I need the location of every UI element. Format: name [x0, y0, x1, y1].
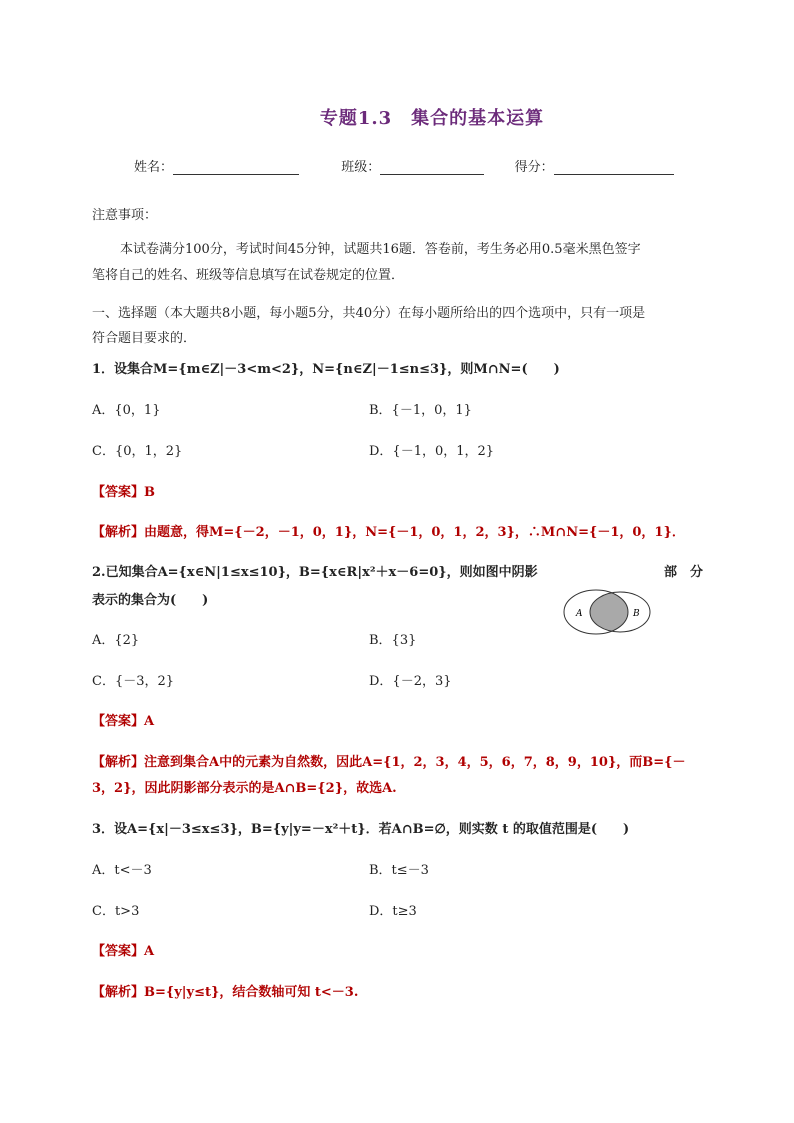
- score-blank[interactable]: [554, 160, 674, 175]
- answer-value: A: [144, 944, 155, 959]
- question-1-option-a[interactable]: A．{0，1}: [92, 403, 161, 418]
- question-3-option-c[interactable]: C．t>3: [92, 904, 140, 919]
- answer-tag: 【答案】: [92, 944, 145, 959]
- venn-label-b: B: [633, 609, 640, 619]
- question-1-stem: 1．设集合M={m∈Z|－3<m<2}，N={n∈Z|－1≤n≤3}，则M∩N=( ): [92, 362, 560, 377]
- question-3-option-a[interactable]: A．t<－3: [92, 863, 152, 878]
- question-2-stem-line-2: 表示的集合为( ): [92, 593, 209, 608]
- analysis-text: B={y|y≤t}，结合数轴可知 t<－3.: [144, 985, 359, 1000]
- answer-tag: 【答案】: [92, 485, 145, 500]
- question-1-option-c[interactable]: C．{0，1，2}: [92, 444, 183, 459]
- notice-line-1: 本试卷满分100分，考试时间45分钟，试题共16题．答卷前，考生务必用0.5毫米黑色签字: [120, 242, 641, 257]
- question-2-option-c[interactable]: C．{－3，2}: [92, 674, 175, 689]
- analysis-tag: 【解析】: [92, 525, 145, 540]
- section-heading-line-1: 一、选择题（本大题共8小题，每小题5分，共40分）在每小题所给出的四个选项中，只有一项是: [92, 306, 646, 321]
- question-1-option-d[interactable]: D．{－1，0，1，2}: [369, 444, 495, 459]
- section-heading-line-2: 符合题目要求的．: [92, 331, 197, 346]
- venn-diagram: [558, 586, 658, 638]
- question-2-stem-tail: 部 分: [664, 565, 704, 580]
- answer-value: B: [144, 485, 156, 500]
- question-3-answer: [92, 940, 154, 959]
- question-1-option-b[interactable]: B．{－1，0，1}: [369, 403, 472, 418]
- answer-tag: 【答案】: [92, 714, 145, 729]
- page-title: 专题1.3 集合的基本运算: [319, 108, 545, 129]
- name-blank[interactable]: [173, 160, 299, 175]
- question-2-option-b[interactable]: B．{3}: [369, 633, 417, 648]
- question-2-option-a[interactable]: A．{2}: [92, 633, 140, 648]
- question-1-answer: [92, 481, 155, 500]
- question-2-analysis-line-2: 3，2}，因此阴影部分表示的是A∩B={2}，故选A.: [92, 781, 397, 796]
- answer-value: A: [144, 714, 155, 729]
- analysis-text: 注意到集合A中的元素为自然数，因此A={1，2，3，4，5，6，7，8，9，10}，而B={－: [144, 755, 686, 770]
- question-3-analysis: [92, 981, 358, 1000]
- name-label: 姓名：: [134, 160, 174, 175]
- notice-line-2: 笔将自己的姓名、班级等信息填写在试卷规定的位置．: [92, 268, 405, 283]
- question-1-analysis: [92, 521, 685, 540]
- class-label: 班级：: [341, 160, 381, 175]
- question-2-answer: [92, 710, 154, 729]
- question-2-stem-line-1: 2.已知集合A={x∈N|1≤x≤10}，B={x∈R|x²＋x－6=0}，则如图中阴影: [92, 565, 538, 580]
- class-blank[interactable]: [380, 160, 484, 175]
- question-3-option-b[interactable]: B．t≤－3: [369, 863, 429, 878]
- student-info-row: [134, 156, 674, 175]
- analysis-tag: 【解析】: [92, 985, 145, 1000]
- question-3-stem: 3．设A={x|－3≤x≤3}，B={y|y=－x²＋t}．若A∩B=∅，则实数 t 的取值范围是( ): [92, 822, 630, 837]
- question-3-option-d[interactable]: D．t≥3: [369, 904, 417, 919]
- notice-heading: 注意事项：: [92, 208, 158, 223]
- score-label: 得分：: [514, 160, 554, 175]
- question-2-option-d[interactable]: D．{－2，3}: [369, 674, 452, 689]
- analysis-tag: 【解析】: [92, 755, 145, 770]
- venn-label-a: A: [576, 609, 583, 619]
- question-2-analysis-line-1: [92, 751, 686, 770]
- analysis-text: 由题意，得M={－2，－1，0，1}，N={－1，0，1，2，3}，∴M∩N={－1，0，1}．: [144, 525, 685, 540]
